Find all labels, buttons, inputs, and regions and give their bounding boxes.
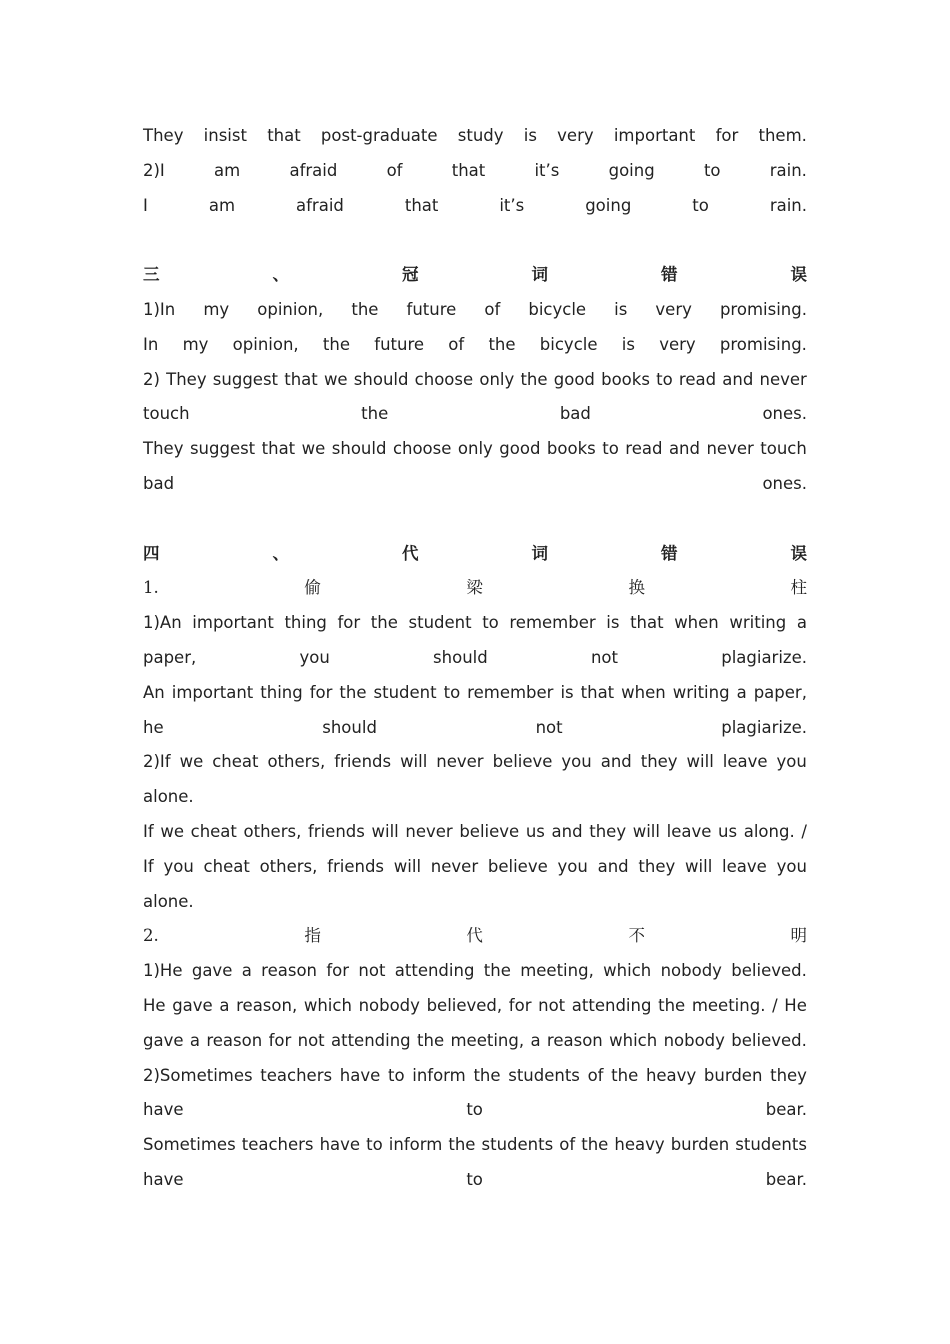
word: 梁: [466, 578, 483, 598]
word: a: [736, 682, 747, 702]
word: bad: [559, 404, 591, 424]
word: 误: [790, 265, 807, 285]
word: burden: [670, 1135, 730, 1155]
word: we: [160, 821, 184, 841]
word: bicycle: [528, 299, 587, 319]
word: very: [659, 334, 696, 354]
word: a: [189, 1030, 200, 1050]
word: the: [361, 404, 389, 424]
word: touch: [760, 439, 807, 459]
blank-line: [143, 502, 807, 537]
word: that: [267, 126, 301, 145]
word: it’s: [534, 160, 560, 180]
word: others,: [259, 856, 318, 876]
word: that: [261, 439, 296, 459]
word: the: [488, 334, 516, 354]
word: to: [656, 369, 673, 389]
word: nobody: [663, 1030, 725, 1050]
word: believed,: [426, 995, 503, 1015]
word: 2): [143, 369, 160, 389]
word: books: [601, 369, 650, 389]
text-line: [143, 1059, 807, 1094]
word: is: [614, 299, 628, 319]
word: to: [703, 160, 721, 180]
text-line: [143, 745, 807, 780]
word: which: [603, 961, 652, 981]
word: a: [796, 613, 807, 633]
text-line: [143, 1093, 807, 1128]
word: writing: [672, 682, 730, 702]
word: promising.: [719, 334, 807, 354]
word: They: [143, 126, 184, 145]
word: you: [776, 856, 807, 876]
word: bear.: [765, 1169, 807, 1189]
word: heavy: [645, 1065, 697, 1085]
word: and: [722, 369, 754, 389]
word: which: [303, 995, 352, 1015]
word: They: [143, 439, 184, 459]
word: have: [339, 1065, 381, 1085]
word: we: [323, 369, 348, 389]
word: post-graduate: [320, 126, 438, 145]
text-line: [143, 154, 807, 189]
word: others,: [243, 821, 302, 841]
word: a: [241, 961, 252, 981]
word: student: [373, 682, 437, 702]
blank-line: [143, 223, 807, 258]
text-line: alone.: [143, 891, 194, 911]
word: should: [331, 439, 387, 459]
word: of: [559, 1135, 576, 1155]
word: 词: [531, 543, 548, 563]
word: 代: [466, 926, 483, 946]
word: is: [606, 613, 620, 633]
word: 2)Sometimes: [143, 1065, 253, 1085]
word: ones.: [762, 404, 807, 424]
word: attending: [331, 1030, 411, 1050]
word: for: [337, 613, 361, 633]
text-line: [143, 189, 807, 224]
word: choose: [392, 439, 452, 459]
word: inform: [388, 1135, 443, 1155]
word: gave: [143, 1030, 184, 1050]
word: they: [638, 856, 676, 876]
word: 误: [790, 543, 807, 563]
word: bear.: [765, 1100, 807, 1120]
word: 2)If: [143, 752, 171, 772]
word: a: [530, 1030, 541, 1050]
word: to: [366, 1135, 383, 1155]
word: thing: [260, 682, 303, 702]
word: to: [387, 1065, 405, 1085]
word: is: [621, 334, 635, 354]
word: never: [405, 821, 453, 841]
word: and: [600, 752, 632, 772]
word: leave: [722, 752, 768, 772]
word: believed.: [731, 1030, 807, 1050]
word: reason: [546, 1030, 603, 1050]
word: 2)I: [143, 160, 165, 180]
word: you: [561, 752, 592, 772]
section-heading: [143, 258, 807, 293]
word: my: [203, 299, 230, 319]
word: to: [602, 439, 619, 459]
subsection-title: [143, 571, 807, 606]
word: them.: [758, 126, 807, 145]
word: for: [326, 961, 350, 981]
word: to: [466, 1100, 483, 1120]
word: believed.: [731, 961, 807, 981]
word: ones.: [762, 473, 807, 493]
word: students: [735, 1135, 807, 1155]
word: the: [370, 613, 398, 633]
word: you: [163, 856, 194, 876]
word: Sometimes: [143, 1135, 236, 1155]
text-line: [143, 397, 807, 432]
word: 、: [272, 543, 289, 563]
word: meeting,: [520, 961, 594, 981]
word: the: [581, 1135, 609, 1155]
word: rain.: [769, 195, 807, 215]
text-line: [143, 328, 807, 363]
word: 词: [531, 265, 548, 285]
word: he: [143, 717, 164, 737]
word: should: [433, 647, 488, 667]
word: leave: [666, 821, 712, 841]
word: I: [143, 195, 148, 215]
word: will: [685, 856, 713, 876]
word: teachers: [260, 1065, 333, 1085]
word: the: [658, 995, 686, 1015]
word: and: [551, 821, 583, 841]
word: to: [482, 613, 499, 633]
word: friends: [327, 856, 385, 876]
word: going: [585, 195, 632, 215]
word: friends: [307, 821, 365, 841]
word: when: [621, 682, 666, 702]
word: opinion,: [232, 334, 299, 354]
word: 换: [628, 578, 645, 598]
word: believe: [459, 821, 520, 841]
word: of: [587, 1065, 604, 1085]
text-line: [143, 676, 807, 711]
word: when: [674, 613, 719, 633]
word: thing: [284, 613, 327, 633]
word: meeting.: [691, 995, 766, 1015]
text-line: [143, 954, 807, 989]
word: bicycle: [539, 334, 598, 354]
text-line: [143, 363, 807, 398]
word: and: [597, 856, 629, 876]
word: 明: [790, 926, 807, 946]
word: nobody: [660, 961, 722, 981]
word: for: [268, 1030, 292, 1050]
text-line: [143, 850, 807, 885]
word: 代: [402, 543, 419, 563]
word: that: [630, 613, 664, 633]
word: paper,: [753, 682, 807, 702]
word: that: [451, 160, 486, 180]
word: we: [301, 439, 326, 459]
word: the: [473, 1065, 501, 1085]
word: 三: [143, 265, 160, 285]
word: for: [508, 995, 532, 1015]
text-line: [143, 467, 807, 502]
word: important: [192, 613, 274, 633]
word: read: [625, 439, 663, 459]
word: friends: [334, 752, 392, 772]
subsection-title: [143, 919, 807, 954]
word: reason,: [236, 995, 298, 1015]
text-line: [143, 1128, 807, 1163]
word: meeting,: [450, 1030, 525, 1050]
word: 冠: [402, 265, 419, 285]
word: An: [143, 682, 165, 702]
text-line: [143, 711, 807, 746]
word: choose: [414, 369, 474, 389]
text-line: [143, 119, 807, 154]
word: touch: [143, 404, 190, 424]
word: will: [371, 821, 399, 841]
text-line: [143, 1024, 807, 1059]
word: we: [179, 752, 204, 772]
word: the: [483, 961, 511, 981]
word: you: [776, 752, 807, 772]
text-line: alone.: [143, 787, 194, 807]
word: suggest: [189, 439, 256, 459]
text-line: [143, 989, 807, 1024]
word: the: [351, 299, 379, 319]
word: If: [143, 856, 154, 876]
text-line: [143, 641, 807, 676]
word: have: [143, 1169, 184, 1189]
word: never: [436, 752, 484, 772]
word: they: [770, 1065, 807, 1085]
word: /: [801, 821, 807, 841]
word: cheat: [203, 856, 250, 876]
text-line: [143, 1163, 807, 1198]
word: plagiarize.: [721, 717, 807, 737]
word: books: [546, 439, 596, 459]
word: They: [166, 369, 207, 389]
word: and: [668, 439, 700, 459]
word: will: [400, 752, 428, 772]
text-line: [143, 293, 807, 328]
word: of: [386, 160, 403, 180]
word: students: [481, 1135, 554, 1155]
word: heavy: [614, 1135, 665, 1155]
section-heading: [143, 537, 807, 572]
word: suggest: [212, 369, 279, 389]
word: important: [171, 682, 254, 702]
word: If: [143, 821, 154, 841]
word: attending: [394, 961, 475, 981]
word: future: [406, 299, 457, 319]
word: they: [589, 821, 627, 841]
word: will: [686, 752, 714, 772]
word: study: [457, 126, 504, 145]
word: it’s: [499, 195, 525, 215]
word: you: [557, 856, 588, 876]
word: of: [484, 299, 501, 319]
word: burden: [703, 1065, 763, 1085]
word: 错: [661, 543, 678, 563]
word: believe: [492, 752, 553, 772]
word: us: [718, 821, 738, 841]
word: will: [632, 821, 660, 841]
word: for: [715, 126, 739, 145]
word: future: [374, 334, 425, 354]
word: not: [590, 647, 618, 667]
word: afraid: [289, 160, 338, 180]
word: opinion,: [257, 299, 324, 319]
word: insist: [203, 126, 247, 145]
word: going: [608, 160, 655, 180]
text-line: [143, 432, 807, 467]
word: 1)He: [143, 961, 183, 981]
word: rain.: [769, 160, 807, 180]
word: attending: [571, 995, 652, 1015]
word: afraid: [296, 195, 344, 215]
word: that: [284, 369, 318, 389]
word: bad: [143, 473, 175, 493]
word: reason: [261, 961, 318, 981]
word: leave: [722, 856, 767, 876]
word: 1)An: [143, 613, 182, 633]
word: students: [508, 1065, 580, 1085]
word: is: [523, 126, 537, 145]
word: my: [182, 334, 209, 354]
word: 不: [628, 926, 645, 946]
word: 2.: [143, 926, 159, 946]
word: promising.: [719, 299, 807, 319]
word: 1.: [143, 578, 159, 598]
word: important: [613, 126, 696, 145]
word: student: [408, 613, 472, 633]
word: inform: [412, 1065, 466, 1085]
word: teachers: [241, 1135, 314, 1155]
word: cheat: [212, 752, 259, 772]
word: which: [609, 1030, 658, 1050]
word: remember: [509, 613, 596, 633]
word: 1)In: [143, 299, 176, 319]
word: only: [479, 369, 515, 389]
word: not: [535, 717, 563, 737]
word: along.: [743, 821, 795, 841]
word: you: [299, 647, 330, 667]
word: should: [322, 717, 377, 737]
word: will: [393, 856, 422, 876]
word: the: [520, 369, 548, 389]
word: the: [417, 1030, 445, 1050]
word: very: [557, 126, 594, 145]
word: read: [678, 369, 717, 389]
word: writing: [729, 613, 787, 633]
word: only: [457, 439, 493, 459]
word: others,: [267, 752, 326, 772]
word: they: [640, 752, 678, 772]
word: 柱: [790, 578, 807, 598]
word: reason: [206, 1030, 263, 1050]
word: am: [208, 195, 236, 215]
word: not: [358, 961, 386, 981]
word: 错: [661, 265, 678, 285]
word: cheat: [190, 821, 237, 841]
word: to: [692, 195, 709, 215]
word: to: [466, 1169, 483, 1189]
word: paper,: [143, 647, 197, 667]
word: good: [499, 439, 541, 459]
text-line: [143, 606, 807, 641]
word: plagiarize.: [721, 647, 807, 667]
document-body: [143, 119, 807, 1198]
word: 指: [304, 926, 321, 946]
word: not: [538, 995, 566, 1015]
word: of: [448, 334, 465, 354]
word: /: [772, 995, 778, 1015]
word: have: [143, 1100, 184, 1120]
word: He: [143, 995, 166, 1015]
word: believe: [487, 856, 548, 876]
word: gave: [172, 995, 213, 1015]
word: that: [404, 195, 439, 215]
word: remember: [467, 682, 554, 702]
word: good: [553, 369, 595, 389]
word: very: [655, 299, 692, 319]
word: never: [759, 369, 807, 389]
word: 、: [272, 265, 289, 285]
word: am: [214, 160, 241, 180]
word: is: [560, 682, 574, 702]
word: 偷: [304, 578, 321, 598]
word: the: [339, 682, 367, 702]
word: that: [580, 682, 615, 702]
word: the: [322, 334, 351, 354]
word: never: [706, 439, 754, 459]
word: not: [297, 1030, 325, 1050]
word: gave: [191, 961, 233, 981]
word: the: [448, 1135, 476, 1155]
word: He: [784, 995, 807, 1015]
word: to: [443, 682, 461, 702]
text-line: [143, 815, 807, 850]
word: never: [430, 856, 479, 876]
word: us: [525, 821, 545, 841]
word: the: [611, 1065, 639, 1085]
word: for: [309, 682, 333, 702]
word: a: [219, 995, 230, 1015]
word: In: [143, 334, 159, 354]
word: have: [319, 1135, 361, 1155]
word: should: [353, 369, 409, 389]
word: nobody: [358, 995, 420, 1015]
word: 四: [143, 543, 160, 563]
